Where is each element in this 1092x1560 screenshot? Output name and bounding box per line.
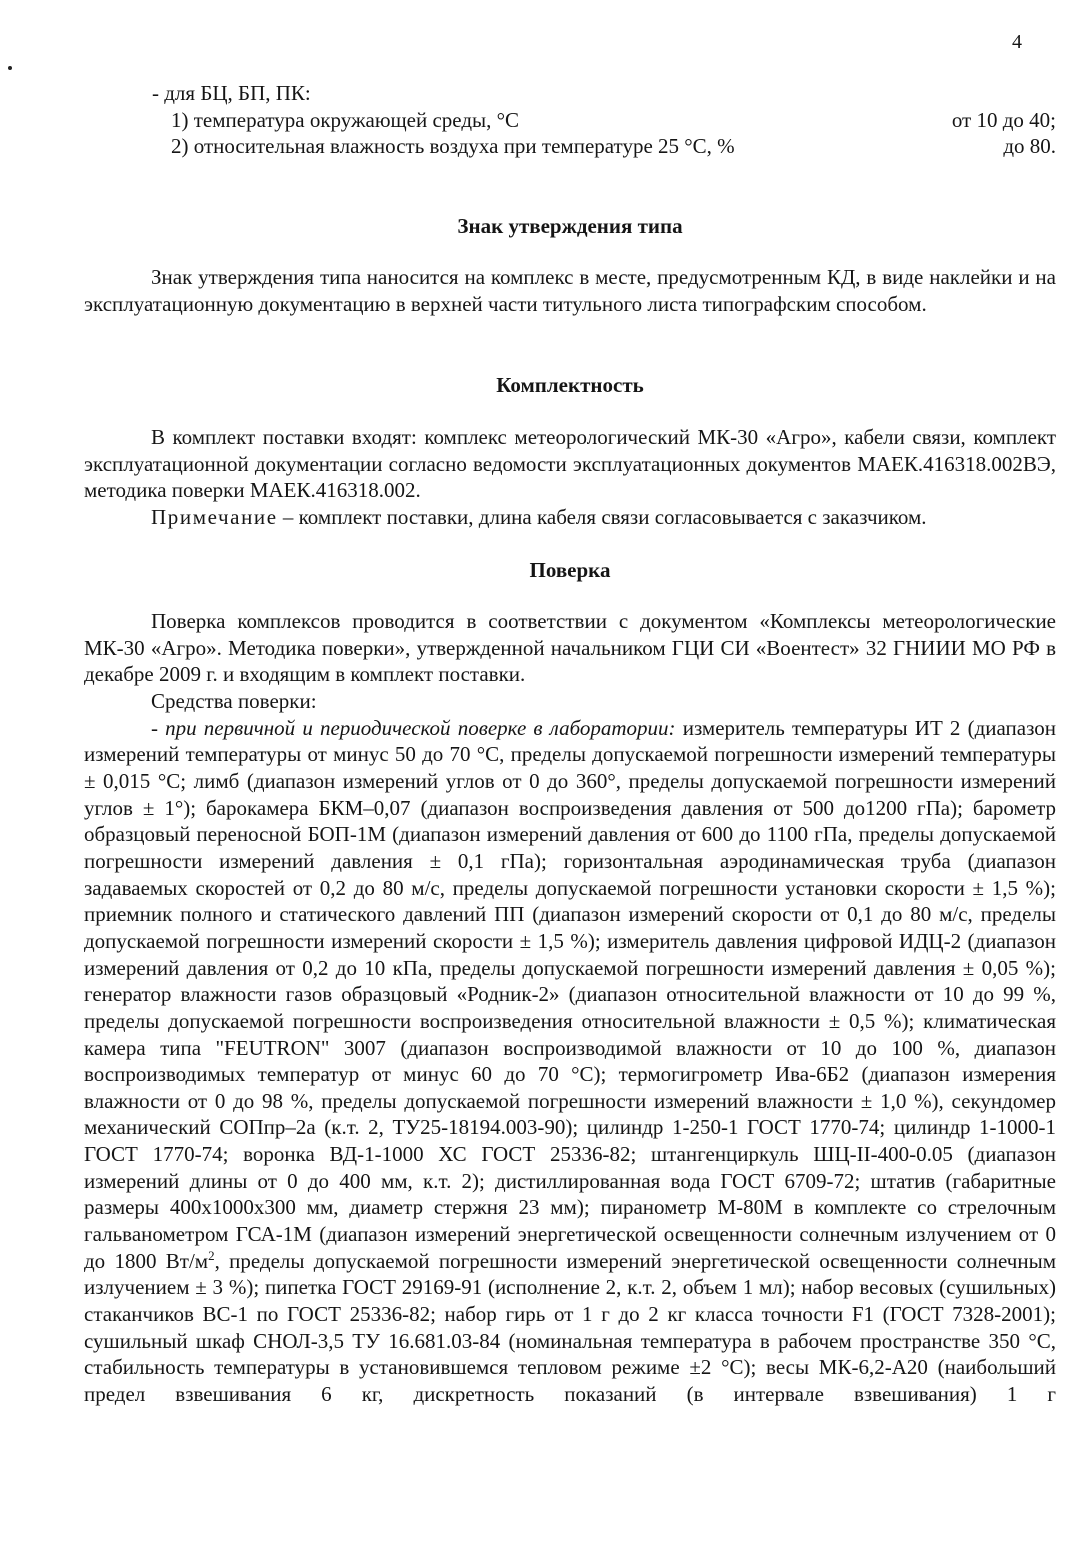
unit-superscript: 2 (208, 1247, 215, 1263)
condition-row (84, 107, 1056, 134)
lab-text: измеритель температуры ИТ 2 (диапазон измерений температуры от минус 50 до 70 °С, пределы допускаемой погрешности измерений температуры ± 0,015 °С; лимб (диапазон измерений углов от 0 до 360°, пределы допускаемой погрешности измерений углов ± 1°); барокамера БКМ–0,07 (диапазон воспроизведения давления от 500 до1200 гПа); барометр образцовый переносной БОП-1М (диапазон измерений давления от 600 до 1100 гПа, пределы допускаемой погрешности измерений давления ± 0,1 гПа); горизонтальная аэродинамическая труба (диапазон задаваемых скоростей от 0,2 до 80 м/с, пределы допускаемой погрешности установки скорости ± 1,5 %); приемник полного и статического давлений ПП (диапазон измерений скорости от 0,1 до 80 м/с, пределы допускаемой погрешности измерений скорости ± 1,5 %); измеритель давления цифровой ИДЦ-2 (диапазон измерений давления от 0,2 до 10 кПа, пределы допускаемой погрешности измерений давления ± 0,05 %); генератор влажности газов образцовый «Родник-2» (диапазон относительной влажности от 10 до 99 %, пределы допускаемой погрешности воспроизведения относительной влажности ± 0,5 %); климатическая камера типа "FEUTRON" 3007 (диапазон воспроизводимой влажности от 10 до 100 %, диапазон воспроизводимых температур от минус 60 до 70 °С); термогигрометр Ива-6Б2 (диапазон измерения влажности от 0 до 98 %, пределы допускаемой погрешности измерений влажности ± 1,0 %), секундомер механический СОПпр–2а (к.т. 2, ТУ25-18194.003-90); цилиндр 1-250-1 ГОСТ 1770-74; цилиндр 1-1000-1 ГОСТ 1770-74; воронка ВД-1-1000 ХС ГОСТ 25336-82; штангенциркуль ШЦ-II-400-0.05 (диапазон измерений длины от 0 до 400 мм, к.т. 2); дистиллированная вода ГОСТ 6709-72; штатив (габаритные размеры 400х1000х300 мм, диаметр стержня 23 мм); пиранометр М-80М в комплекте со стрелочным гальванометром ГСА-1М (диапазон измерений энергетической освещенности солнечным излучением от 0 до 1800 Вт/м (84, 715, 1057, 1273)
verification-means-label: Средства поверки: (151, 688, 317, 713)
type-approval-paragraph: Знак утверждения типа наносится на комплекс в месте, предусмотренным КД, в виде наклейки и на эксплуатационную документацию в верхней части титульного листа типографским способом. (84, 265, 1056, 316)
section-verification (84, 608, 1056, 1408)
condition-label: 1) температура окружающей среды, °С (171, 107, 520, 132)
completeness-note (84, 504, 1056, 531)
note-label: Примечание (151, 504, 278, 529)
condition-row (84, 133, 1056, 160)
verification-means-list (84, 715, 1056, 1408)
condition-value: от 10 до 40; (951, 107, 1056, 132)
conditions-header: - для БЦ, БП, ПК: (152, 81, 311, 105)
section-heading-verification: Поверка (529, 558, 611, 582)
scan-speck (8, 66, 12, 70)
verification-paragraph: Поверка комплексов проводится в соответствии с документом «Комплексы метеорологические МК-30 «Агро». Методика поверки», утвержденной начальником ГЦИ СИ «Воентест» 32 ГНИИИ МО РФ в декабре 2009 г. и входящим в комплект поставки. (84, 609, 1056, 687)
section-heading-type-approval: Знак утверждения типа (457, 214, 683, 238)
condition-label: 2) относительная влажность воздуха при температуре 25 °С, % (171, 134, 735, 159)
lab-label: - при первичной и периодической поверке в лаборатории: (151, 715, 676, 740)
page-number: 4 (1012, 31, 1022, 53)
section-type-approval (84, 264, 1056, 317)
section-heading-completeness: Комплектность (496, 373, 644, 397)
condition-value: до 80. (1003, 134, 1056, 159)
completeness-paragraph: В комплект поставки входят: комплекс метеорологический МК-30 «Агро», кабели связи, комплект эксплуатационной документации согласно ведомости эксплуатационных документов МАЕК.416318.002ВЭ, методика поверки МАЕК.416318.002. (84, 425, 1056, 503)
lab-text-continued: , пределы допускаемой погрешности измерений энергетической освещенности солнечным излучением ± 3 %); пипетка ГОСТ 29169-91 (исполнение 2, к.т. 2, объем 1 мл); набор весовых (сушильных) стаканчиков ВС-1 по ГОСТ 25336-82; набор гирь от 1 г до 2 кг класса точности F1 (ГОСТ 7328-2001); сушильный шкаф СНОЛ-3,5 ТУ 16.681.03-84 (номинальная температура в рабочем пространстве 350 °С, стабильность температуры в установившемся тепловом режиме ±2 °С); весы МК-6,2-А20 (наибольший предел взвешивания 6 кг, дискретность показаний (в интервале взвешивания) 1 г (84, 1248, 1056, 1407)
operating-conditions (84, 80, 1056, 160)
note-text: – комплект поставки, длина кабеля связи согласовывается с заказчиком. (277, 504, 927, 529)
section-completeness (84, 424, 1056, 531)
